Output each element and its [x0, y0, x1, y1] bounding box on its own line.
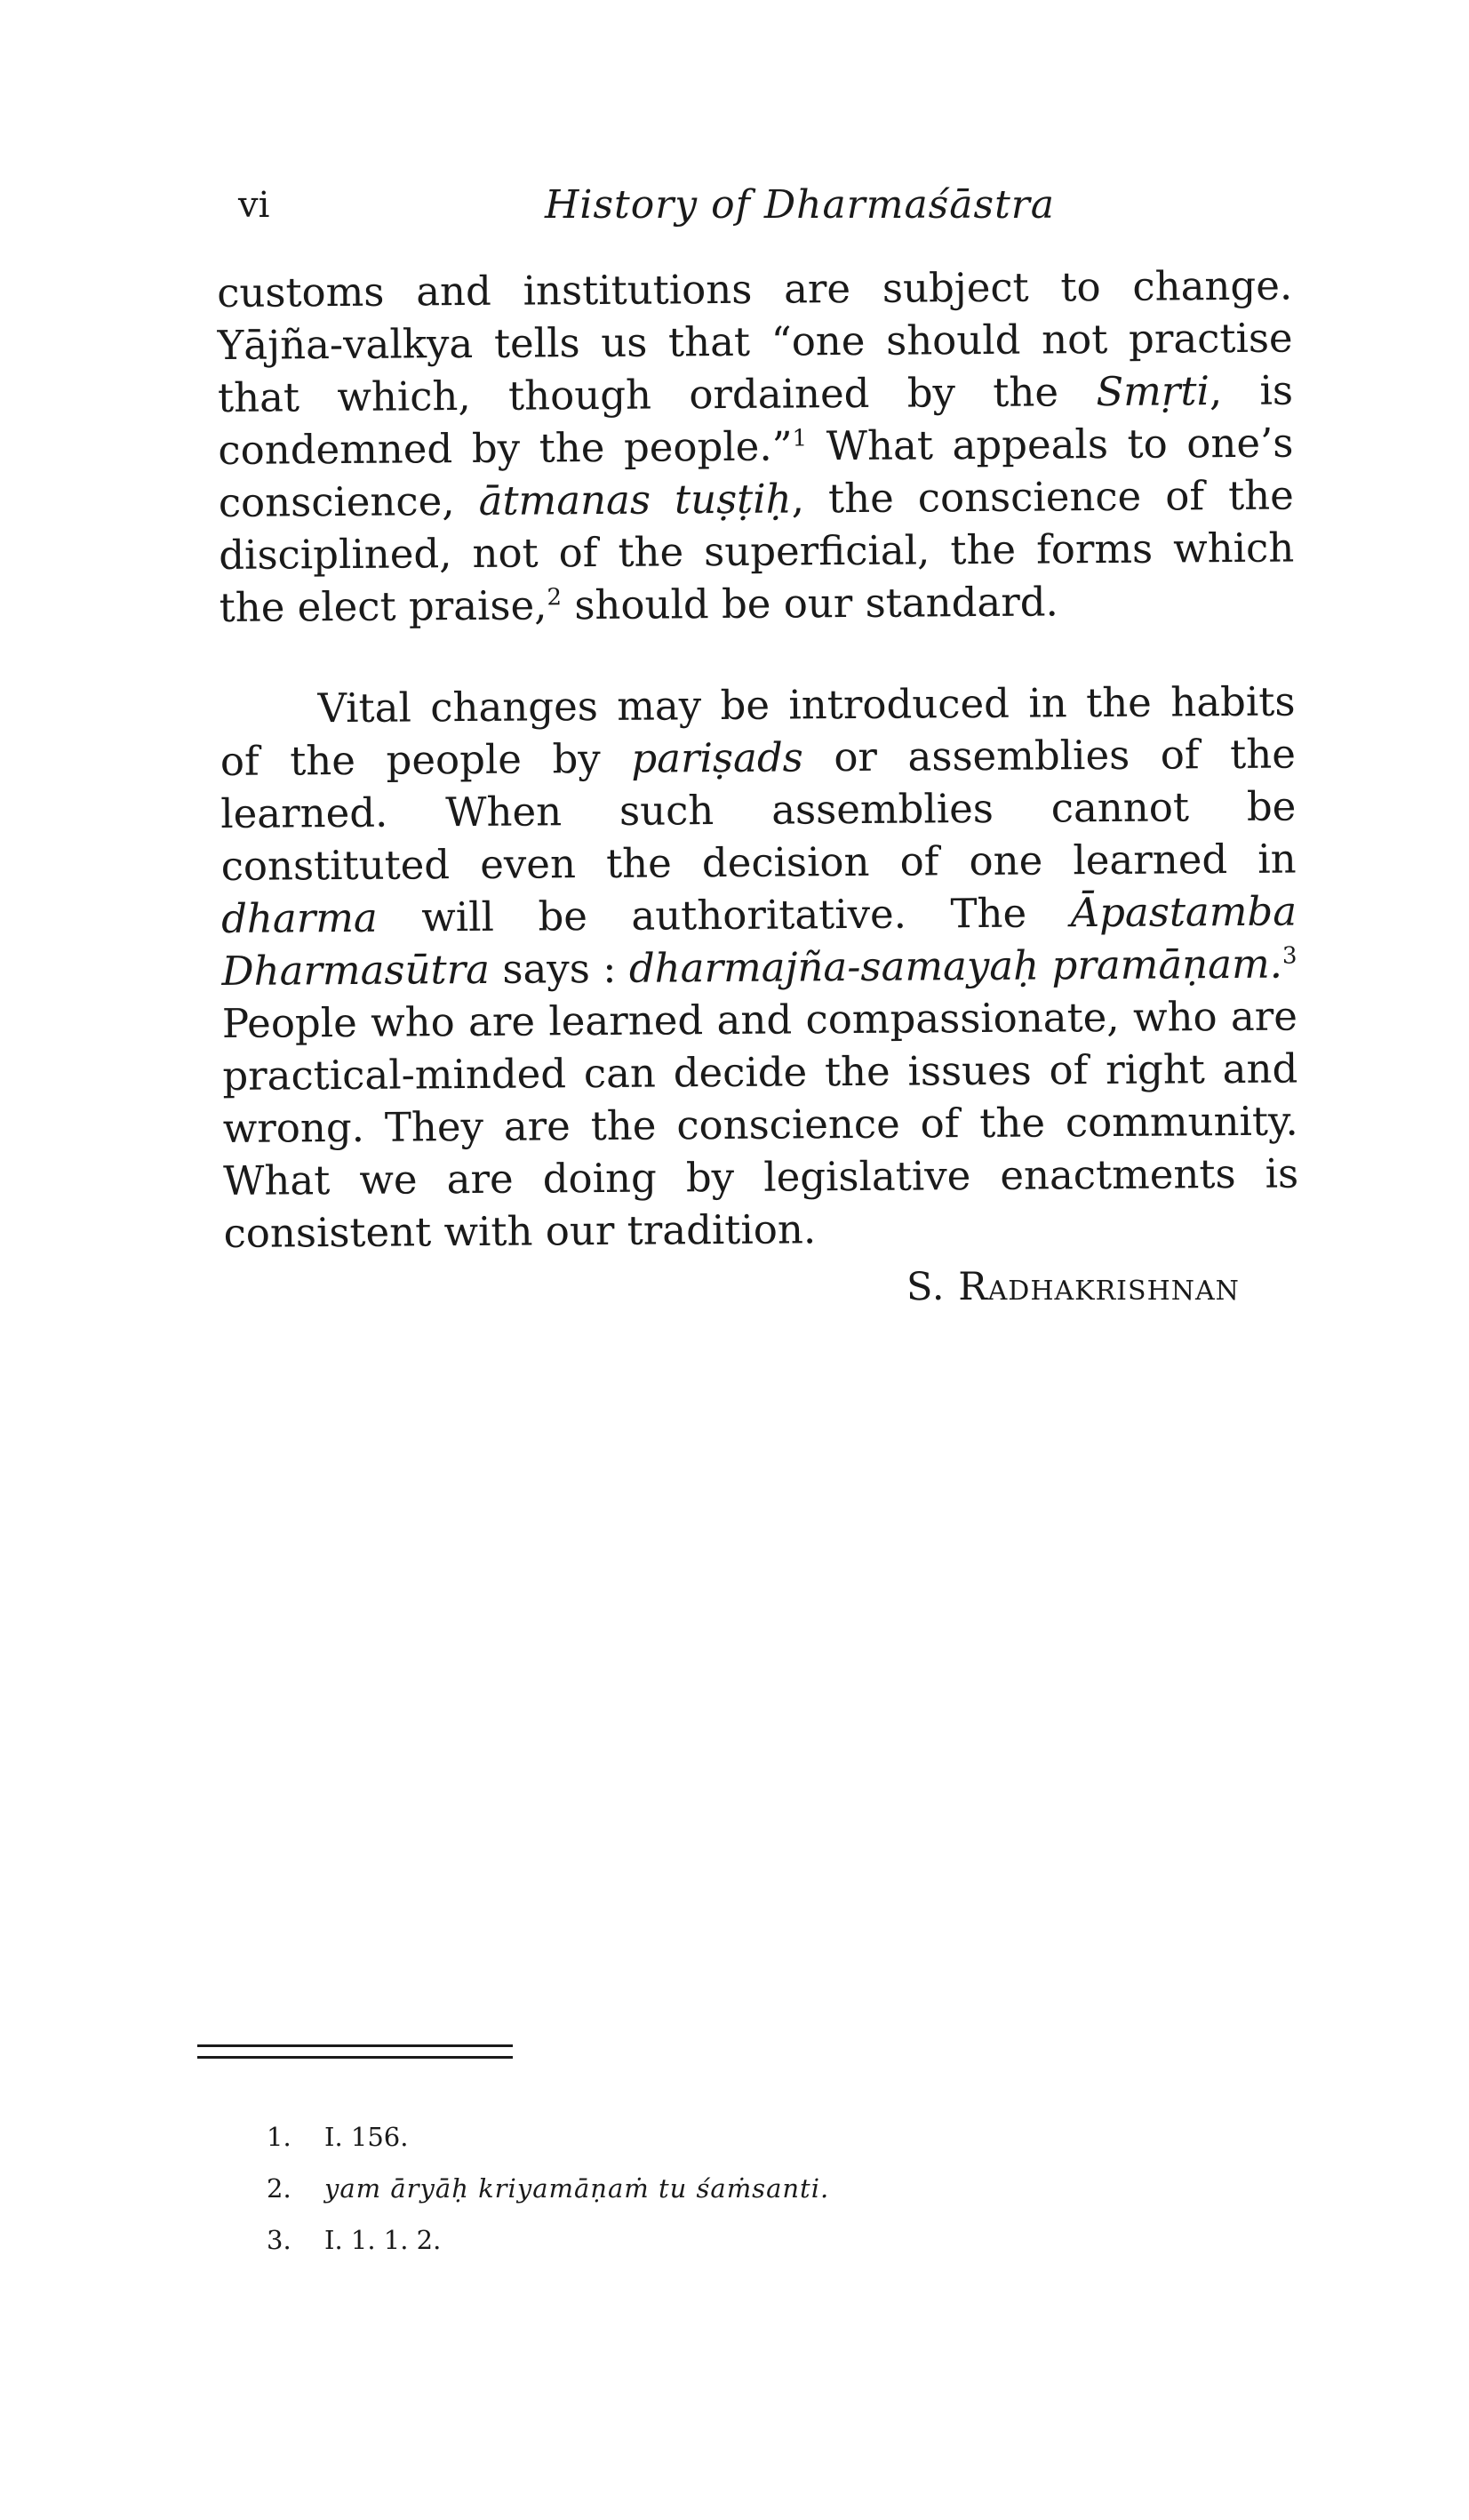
footnote-rule-bottom: [197, 2056, 513, 2059]
paragraph-2: [220, 676, 1299, 1260]
footnote-1: [267, 2111, 1155, 2163]
footnote-number: 2.: [267, 2173, 291, 2204]
footnote-ref-1[interactable]: 1: [792, 425, 808, 452]
footnote-ref-3[interactable]: 3: [1281, 942, 1297, 970]
footnote-number: 3.: [267, 2225, 291, 2255]
quote-dharmajna: dharmajña-samayaḥ pramāṇam.: [628, 940, 1283, 992]
term-smrti: Smṛti: [1096, 367, 1210, 416]
author-signature: S. Radhakrishnan: [906, 1265, 1240, 1309]
term-parisads: pariṣads: [631, 733, 803, 782]
footnote-text: I. 156.: [324, 2122, 409, 2152]
title-apastamba-dharmasutra: Āpastamba Dharmasūtra: [221, 887, 1297, 995]
paragraph-1: [217, 260, 1295, 634]
paragraph-2-text-d: says :: [489, 944, 630, 993]
footnote-number: 1.: [267, 2122, 291, 2152]
paragraph-2-text-b: or assemblies of the learned. When such assemblies cannot be constituted even the decision of one learned in: [220, 730, 1297, 890]
footnote-2: [267, 2163, 1155, 2214]
paragraph-2-text-a: Vital changes may be introduced in the habits of the people by: [220, 677, 1296, 785]
term-dharma: dharma: [220, 893, 378, 942]
body-text: [217, 260, 1299, 1260]
footnotes: [267, 2111, 1155, 2266]
footnote-ref-2[interactable]: 2: [547, 584, 563, 612]
page-number: vi: [238, 185, 270, 226]
running-title: History of Dharmaśāstra: [545, 182, 1056, 228]
term-atmanas-tustih: ātmanas tuṣṭiḥ: [478, 475, 792, 524]
paragraph-1-text-e: should be our standard.: [561, 578, 1059, 629]
paragraph-1-text-d: , the conscience of the disciplined, not of the superficial, the forms which the elect praise,: [219, 471, 1295, 631]
running-head: [238, 174, 1305, 236]
paragraph-2-text-c: will be authoritative. The: [377, 889, 1071, 941]
footnote-text: I. 1. 1. 2.: [324, 2225, 442, 2255]
paragraph-2-text-e: People who are learned and compassionate, who are practical-minded can decide the issues of right and wrong. They are the conscience of the community. What we are doing by legislative enactments is consistent with our tradition.: [221, 992, 1299, 1257]
footnote-3: [267, 2214, 1155, 2266]
footnote-text: yam āryāḥ kriyamāṇaṁ tu śaṁsanti.: [324, 2173, 830, 2204]
paragraph-1-text-a: customs and institutions are subject to change. Yājña-valkya tells us that “one should not practise that which, though ordained by the: [217, 261, 1293, 421]
paragraph-1-text-c: What appeals to one’s conscience,: [218, 419, 1294, 526]
footnote-rule-top: [197, 2044, 513, 2047]
paragraph-1-text-b: , is condemned by the people.”: [218, 366, 1294, 474]
